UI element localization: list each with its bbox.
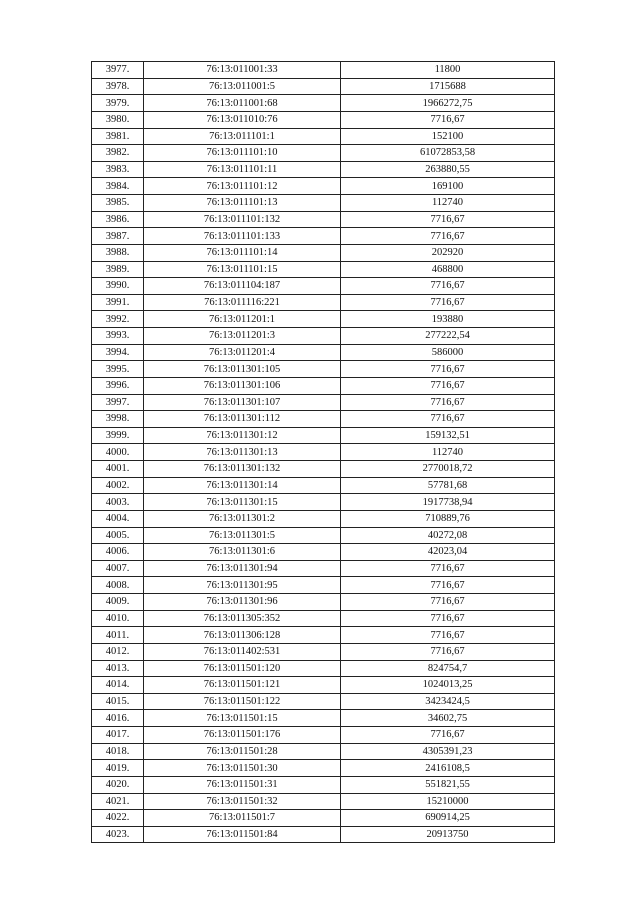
- row-number-cell: 4004.: [92, 510, 144, 527]
- cadastral-number-cell: 76:13:011301:13: [144, 444, 341, 461]
- table-row: [92, 494, 555, 511]
- cadastral-number-cell: 76:13:011101:15: [144, 261, 341, 278]
- table-row: [92, 394, 555, 411]
- table-row: [92, 427, 555, 444]
- cadastral-value-cell: 7716,67: [341, 411, 555, 428]
- row-number-cell: 4015.: [92, 693, 144, 710]
- cadastral-value-cell: 11800: [341, 62, 555, 79]
- cadastral-number-cell: 76:13:011010:76: [144, 111, 341, 128]
- cadastral-value-cell: 112740: [341, 444, 555, 461]
- cadastral-number-cell: 76:13:011301:105: [144, 361, 341, 378]
- cadastral-number-cell: 76:13:011501:15: [144, 710, 341, 727]
- row-number-cell: 4013.: [92, 660, 144, 677]
- cadastral-number-cell: 76:13:011301:5: [144, 527, 341, 544]
- cadastral-number-cell: 76:13:011501:176: [144, 727, 341, 744]
- table-row: [92, 195, 555, 212]
- cadastral-value-cell: 193880: [341, 311, 555, 328]
- cadastral-number-cell: 76:13:011201:1: [144, 311, 341, 328]
- cadastral-value-cell: 202920: [341, 244, 555, 261]
- cadastral-value-cell: 7716,67: [341, 278, 555, 295]
- table-body: [92, 62, 555, 843]
- cadastral-number-cell: 76:13:011501:31: [144, 776, 341, 793]
- table-row: [92, 311, 555, 328]
- table-row: [92, 294, 555, 311]
- row-number-cell: 4023.: [92, 826, 144, 843]
- cadastral-value-cell: 57781,68: [341, 477, 555, 494]
- row-number-cell: 4012.: [92, 643, 144, 660]
- table-row: [92, 560, 555, 577]
- cadastral-value-cell: 690914,25: [341, 810, 555, 827]
- table-row: [92, 244, 555, 261]
- table-row: [92, 211, 555, 228]
- cadastral-value-cell: 40272,08: [341, 527, 555, 544]
- cadastral-number-cell: 76:13:011101:12: [144, 178, 341, 195]
- row-number-cell: 3977.: [92, 62, 144, 79]
- table-row: [92, 627, 555, 644]
- row-number-cell: 4005.: [92, 527, 144, 544]
- cadastral-number-cell: 76:13:011301:94: [144, 560, 341, 577]
- cadastral-number-cell: 76:13:011101:132: [144, 211, 341, 228]
- table-row: [92, 826, 555, 843]
- row-number-cell: 3978.: [92, 78, 144, 95]
- cadastral-value-cell: 7716,67: [341, 211, 555, 228]
- row-number-cell: 3984.: [92, 178, 144, 195]
- cadastral-value-cell: 586000: [341, 344, 555, 361]
- cadastral-number-cell: 76:13:011306:128: [144, 627, 341, 644]
- table-row: [92, 161, 555, 178]
- table-row: [92, 510, 555, 527]
- table-row: [92, 693, 555, 710]
- cadastral-number-cell: 76:13:011501:30: [144, 760, 341, 777]
- row-number-cell: 4002.: [92, 477, 144, 494]
- table-row: [92, 743, 555, 760]
- cadastral-value-cell: 7716,67: [341, 361, 555, 378]
- table-row: [92, 710, 555, 727]
- table-row: [92, 444, 555, 461]
- row-number-cell: 3991.: [92, 294, 144, 311]
- row-number-cell: 3994.: [92, 344, 144, 361]
- table-row: [92, 793, 555, 810]
- cadastral-number-cell: 76:13:011104:187: [144, 278, 341, 295]
- table-row: [92, 527, 555, 544]
- cadastral-value-cell: 710889,76: [341, 510, 555, 527]
- row-number-cell: 4011.: [92, 627, 144, 644]
- cadastral-value-cell: 1966272,75: [341, 95, 555, 112]
- cadastral-value-cell: 4305391,23: [341, 743, 555, 760]
- cadastral-number-cell: 76:13:011301:12: [144, 427, 341, 444]
- row-number-cell: 3996.: [92, 377, 144, 394]
- row-number-cell: 4000.: [92, 444, 144, 461]
- table-row: [92, 228, 555, 245]
- row-number-cell: 4010.: [92, 610, 144, 627]
- row-number-cell: 4017.: [92, 727, 144, 744]
- table-row: [92, 278, 555, 295]
- cadastral-number-cell: 76:13:011201:4: [144, 344, 341, 361]
- row-number-cell: 3980.: [92, 111, 144, 128]
- cadastral-number-cell: 76:13:011001:68: [144, 95, 341, 112]
- row-number-cell: 3999.: [92, 427, 144, 444]
- row-number-cell: 4007.: [92, 560, 144, 577]
- cadastral-number-cell: 76:13:011301:15: [144, 494, 341, 511]
- row-number-cell: 4021.: [92, 793, 144, 810]
- cadastral-number-cell: 76:13:011301:107: [144, 394, 341, 411]
- cadastral-number-cell: 76:13:011101:1: [144, 128, 341, 145]
- cadastral-value-cell: 277222,54: [341, 328, 555, 345]
- cadastral-value-cell: 152100: [341, 128, 555, 145]
- row-number-cell: 4022.: [92, 810, 144, 827]
- table-row: [92, 727, 555, 744]
- cadastral-value-cell: 551821,55: [341, 776, 555, 793]
- cadastral-value-cell: 7716,67: [341, 610, 555, 627]
- row-number-cell: 3988.: [92, 244, 144, 261]
- row-number-cell: 3979.: [92, 95, 144, 112]
- cadastral-value-cell: 1917738,94: [341, 494, 555, 511]
- row-number-cell: 3995.: [92, 361, 144, 378]
- table-row: [92, 577, 555, 594]
- row-number-cell: 4006.: [92, 544, 144, 561]
- table-row: [92, 328, 555, 345]
- cadastral-value-cell: 2770018,72: [341, 461, 555, 478]
- table-row: [92, 178, 555, 195]
- row-number-cell: 4008.: [92, 577, 144, 594]
- cadastral-number-cell: 76:13:011116:221: [144, 294, 341, 311]
- row-number-cell: 3990.: [92, 278, 144, 295]
- cadastral-value-cell: 7716,67: [341, 560, 555, 577]
- row-number-cell: 4018.: [92, 743, 144, 760]
- row-number-cell: 3982.: [92, 145, 144, 162]
- table-row: [92, 461, 555, 478]
- table-row: [92, 610, 555, 627]
- cadastral-number-cell: 76:13:011301:14: [144, 477, 341, 494]
- row-number-cell: 3985.: [92, 195, 144, 212]
- table-row: [92, 544, 555, 561]
- cadastral-value-cell: 7716,67: [341, 594, 555, 611]
- row-number-cell: 4001.: [92, 461, 144, 478]
- cadastral-value-cell: 7716,67: [341, 228, 555, 245]
- cadastral-value-cell: 159132,51: [341, 427, 555, 444]
- table-row: [92, 760, 555, 777]
- row-number-cell: 3997.: [92, 394, 144, 411]
- cadastral-value-cell: 42023,04: [341, 544, 555, 561]
- cadastral-value-cell: 263880,55: [341, 161, 555, 178]
- cadastral-number-cell: 76:13:011101:13: [144, 195, 341, 212]
- cadastral-value-cell: 7716,67: [341, 627, 555, 644]
- cadastral-number-cell: 76:13:011201:3: [144, 328, 341, 345]
- row-number-cell: 3998.: [92, 411, 144, 428]
- cadastral-number-cell: 76:13:011501:120: [144, 660, 341, 677]
- table-row: [92, 344, 555, 361]
- cadastral-value-cell: 2416108,5: [341, 760, 555, 777]
- cadastral-value-cell: 112740: [341, 195, 555, 212]
- cadastral-value-cell: 3423424,5: [341, 693, 555, 710]
- cadastral-value-cell: 169100: [341, 178, 555, 195]
- table-row: [92, 361, 555, 378]
- cadastral-value-cell: 7716,67: [341, 643, 555, 660]
- cadastral-number-cell: 76:13:011301:132: [144, 461, 341, 478]
- table-row: [92, 78, 555, 95]
- row-number-cell: 4009.: [92, 594, 144, 611]
- row-number-cell: 4020.: [92, 776, 144, 793]
- table-row: [92, 377, 555, 394]
- table-row: [92, 810, 555, 827]
- row-number-cell: 3993.: [92, 328, 144, 345]
- cadastral-value-cell: 1715688: [341, 78, 555, 95]
- row-number-cell: 4019.: [92, 760, 144, 777]
- cadastral-value-cell: 7716,67: [341, 727, 555, 744]
- cadastral-number-cell: 76:13:011101:133: [144, 228, 341, 245]
- row-number-cell: 3986.: [92, 211, 144, 228]
- table-row: [92, 111, 555, 128]
- cadastral-number-cell: 76:13:011501:121: [144, 677, 341, 694]
- cadastral-value-cell: 7716,67: [341, 577, 555, 594]
- table-row: [92, 643, 555, 660]
- cadastral-number-cell: 76:13:011301:112: [144, 411, 341, 428]
- cadastral-value-cell: 15210000: [341, 793, 555, 810]
- row-number-cell: 3987.: [92, 228, 144, 245]
- cadastral-number-cell: 76:13:011402:531: [144, 643, 341, 660]
- cadastral-number-cell: 76:13:011501:84: [144, 826, 341, 843]
- cadastral-number-cell: 76:13:011301:96: [144, 594, 341, 611]
- table-row: [92, 62, 555, 79]
- table-row: [92, 261, 555, 278]
- cadastral-number-cell: 76:13:011101:11: [144, 161, 341, 178]
- cadastral-value-cell: 7716,67: [341, 394, 555, 411]
- table-row: [92, 660, 555, 677]
- cadastral-value-cell: 61072853,58: [341, 145, 555, 162]
- table-row: [92, 411, 555, 428]
- cadastral-number-cell: 76:13:011501:32: [144, 793, 341, 810]
- cadastral-value-cell: 7716,67: [341, 294, 555, 311]
- table-row: [92, 95, 555, 112]
- cadastral-number-cell: 76:13:011301:106: [144, 377, 341, 394]
- table-row: [92, 477, 555, 494]
- cadastral-number-cell: 76:13:011301:95: [144, 577, 341, 594]
- cadastral-number-cell: 76:13:011501:28: [144, 743, 341, 760]
- cadastral-value-cell: 1024013,25: [341, 677, 555, 694]
- table-row: [92, 776, 555, 793]
- cadastral-number-cell: 76:13:011501:7: [144, 810, 341, 827]
- cadastral-value-cell: 824754,7: [341, 660, 555, 677]
- cadastral-value-cell: 7716,67: [341, 111, 555, 128]
- row-number-cell: 4003.: [92, 494, 144, 511]
- cadastral-value-cell: 468800: [341, 261, 555, 278]
- row-number-cell: 3981.: [92, 128, 144, 145]
- cadastral-value-cell: 34602,75: [341, 710, 555, 727]
- table-row: [92, 128, 555, 145]
- row-number-cell: 4016.: [92, 710, 144, 727]
- cadastral-value-cell: 20913750: [341, 826, 555, 843]
- row-number-cell: 3989.: [92, 261, 144, 278]
- cadastral-value-table: [91, 61, 555, 843]
- table-row: [92, 677, 555, 694]
- table-row: [92, 145, 555, 162]
- cadastral-number-cell: 76:13:011301:6: [144, 544, 341, 561]
- cadastral-number-cell: 76:13:011001:5: [144, 78, 341, 95]
- cadastral-number-cell: 76:13:011101:14: [144, 244, 341, 261]
- cadastral-number-cell: 76:13:011301:2: [144, 510, 341, 527]
- cadastral-number-cell: 76:13:011101:10: [144, 145, 341, 162]
- table-row: [92, 594, 555, 611]
- cadastral-number-cell: 76:13:011305:352: [144, 610, 341, 627]
- cadastral-value-cell: 7716,67: [341, 377, 555, 394]
- cadastral-number-cell: 76:13:011001:33: [144, 62, 341, 79]
- cadastral-number-cell: 76:13:011501:122: [144, 693, 341, 710]
- row-number-cell: 3992.: [92, 311, 144, 328]
- row-number-cell: 4014.: [92, 677, 144, 694]
- row-number-cell: 3983.: [92, 161, 144, 178]
